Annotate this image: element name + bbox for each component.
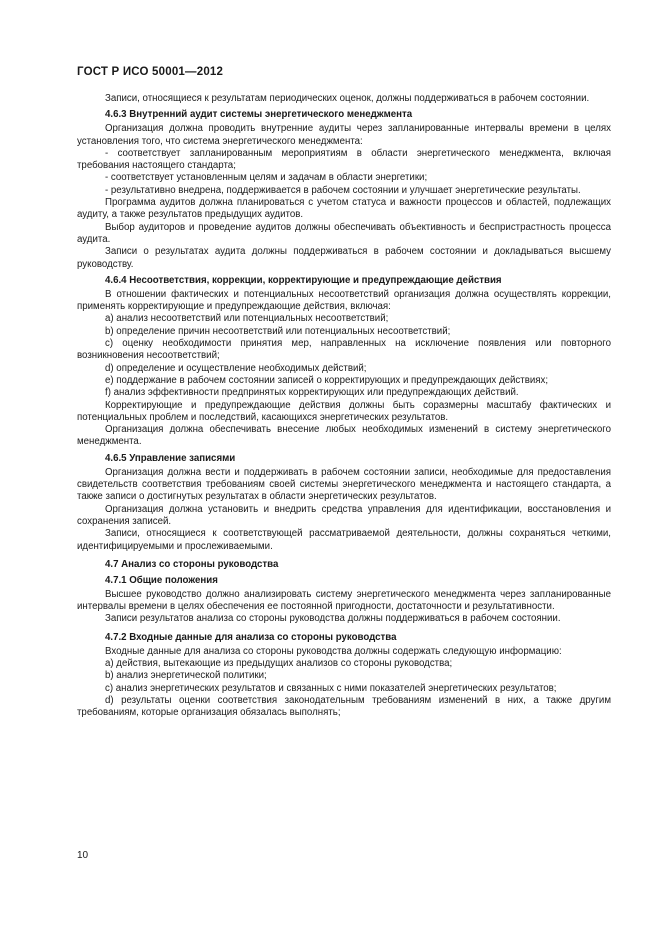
list-item: f) анализ эффективности предпринятых корректирующих или предупреждающих действий.	[105, 387, 519, 399]
section-heading-4-6-5: 4.6.5 Управление записями	[105, 452, 236, 464]
list-item: a) действия, вытекающие из предыдущих анализов со стороны руководства;	[105, 657, 453, 669]
document-body	[77, 93, 611, 719]
paragraph: Высшее руководство должно анализировать систему энергетического менеджмента через запланированные интервалы времени в целях обеспечения ее постоянной пригодности, достаточности и результативности.	[77, 588, 611, 613]
section-heading-4-7-1: 4.7.1 Общие положения	[105, 574, 218, 586]
paragraph: Корректирующие и предупреждающие действия должны быть соразмерны масштабу фактических и потенциальных проблем и последствий, касающихся энергетических результатов.	[77, 399, 611, 423]
list-item: d) определение и осуществление необходимых действий;	[105, 362, 367, 374]
list-item: b) анализ энергетической политики;	[105, 670, 267, 682]
page-number: 10	[77, 850, 89, 861]
paragraph: Организация должна вести и поддерживать в рабочем состоянии записи, необходимые для предоставления свидетельств соответствия требованиям своей системы энергетического менеджмента и настоящего стандарта, а также записи о достигнутых результатах в области энергетических результатов.	[77, 466, 611, 503]
section-heading-4-6-3: 4.6.3 Внутренний аудит системы энергетического менеджмента	[105, 109, 413, 121]
section-heading-4-7-2: 4.7.2 Входные данные для анализа со стороны руководства	[105, 631, 397, 643]
paragraph: Записи, относящиеся к результатам периодических оценок, должны поддерживаться в рабочем состоянии.	[105, 93, 590, 104]
paragraph: Организация должна установить и внедрить средства управления для идентификации, восстановления и сохранения записей.	[77, 503, 611, 527]
paragraph: Записи результатов анализа со стороны руководства должны поддерживаться в рабочем состоянии.	[105, 613, 561, 625]
list-item: c) оценку необходимости принятия мер, направленных на исключение появления или повторного возникновения несоответствий;	[77, 338, 611, 362]
paragraph: Программа аудитов должна планироваться с учетом статуса и важности процессов и областей, подлежащих аудиту, а также результатов предыдущих аудитов.	[77, 197, 611, 221]
section-heading-4-7: 4.7 Анализ со стороны руководства	[105, 558, 279, 570]
list-item: e) поддержание в рабочем состоянии записей о корректирующих и предупреждающих действиях;	[105, 374, 549, 386]
list-item: - результативно внедрена, поддерживается в рабочем состоянии и улучшает энергетические результаты.	[105, 184, 581, 196]
list-item: d) результаты оценки соответствия законодательным требованиям изменений в них, а также другим требованиям, которые организация обязалась выполнять;	[77, 694, 611, 719]
paragraph: Записи о результатах аудита должны поддерживаться в рабочем состоянии и докладываться высшему руководству.	[77, 246, 611, 270]
list-item: a) анализ несоответствий или потенциальных несоответствий;	[105, 313, 389, 325]
paragraph: Выбор аудиторов и проведение аудитов должны обеспечивать объективность и беспристрастность процесса аудита.	[77, 221, 611, 245]
paragraph: В отношении фактических и потенциальных несоответствий организация должна осуществлять коррекции, применять корректирующие и предупреждающие действия, включая:	[77, 288, 611, 313]
list-item: b) определение причин несоответствий или потенциальных несоответствий;	[105, 325, 451, 337]
list-item: - соответствует запланированным мероприятиям в области энергетического менеджмента, включая требования настоящего стандарта;	[77, 147, 611, 172]
list-item: c) анализ энергетических результатов и связанных с ними показателей энергетических результатов;	[105, 682, 557, 694]
paragraph: Организация должна проводить внутренние аудиты через запланированные интервалы времени в целях установления того, что система энергетического менеджмента:	[77, 123, 611, 147]
paragraph: Записи, относящиеся к соответствующей рассматриваемой деятельности, должны сохраняться четкими, идентифицируемыми и прослеживаемыми.	[77, 528, 611, 552]
section-heading-4-6-4: 4.6.4 Несоответствия, коррекции, корректирующие и предупреждающие действия	[105, 274, 502, 286]
paragraph: Организация должна обеспечивать внесение любых необходимых изменений в систему энергетического менеджмента.	[77, 424, 611, 448]
document-header: ГОСТ Р ИСО 50001—2012	[77, 66, 224, 78]
list-item: - соответствует установленным целям и задачам в области энергетики;	[105, 172, 428, 184]
paragraph: Входные данные для анализа со стороны руководства должны содержать следующую информацию:	[105, 645, 562, 657]
